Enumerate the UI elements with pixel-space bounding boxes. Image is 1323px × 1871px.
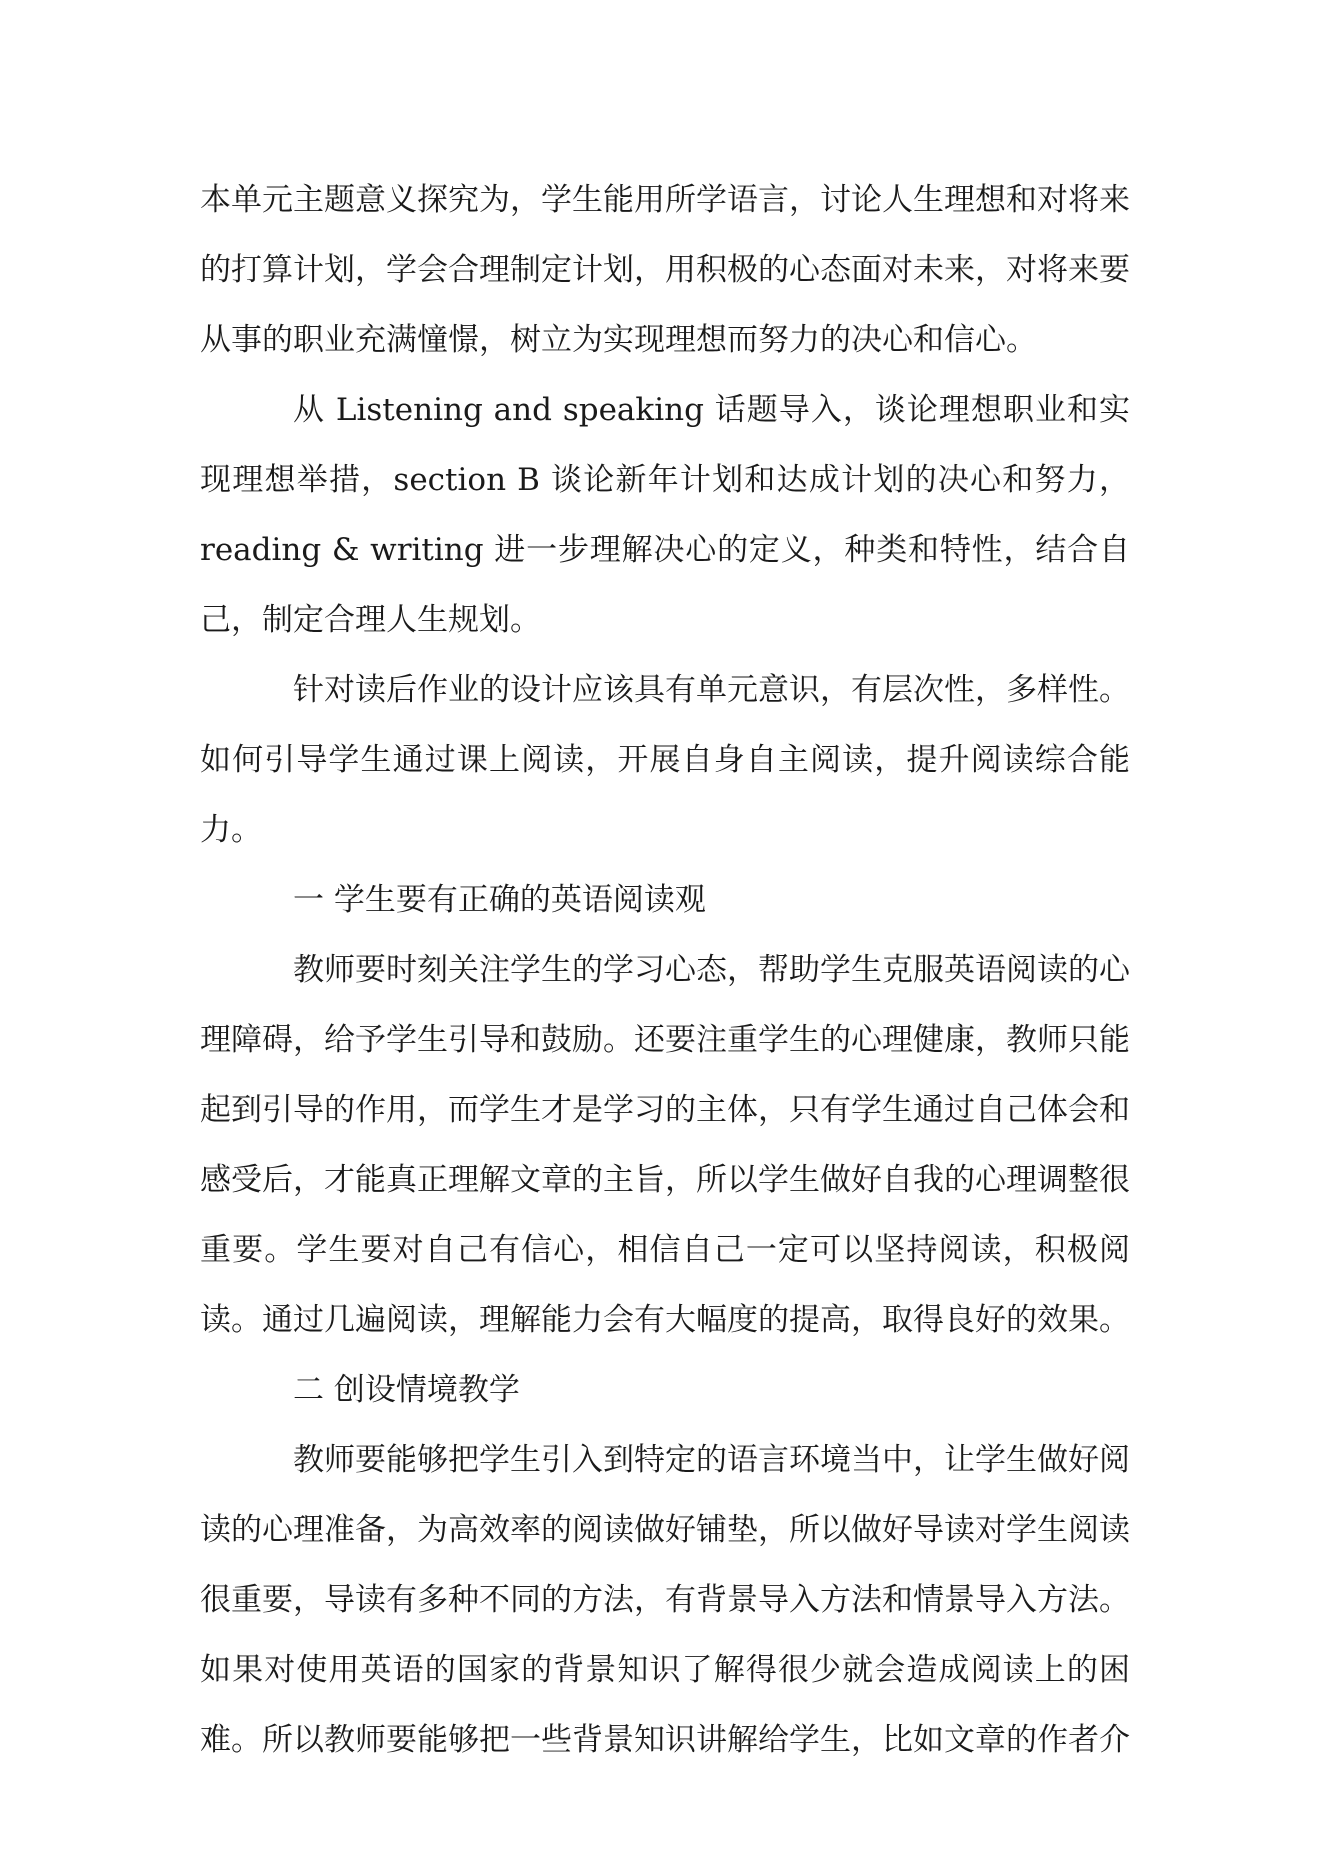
document-body: [200, 165, 1130, 1775]
section-heading-reading-view: 一 学生要有正确的英语阅读观: [293, 882, 706, 918]
paragraph-homework-design: 针对读后作业的设计应该具有单元意识，有层次性，多样性。如何引导学生通过课上阅读，开展自身自主阅读，提升阅读综合能力。: [200, 672, 1130, 848]
paragraph-unit-theme: 本单元主题意义探究为，学生能用所学语言，讨论人生理想和对将来的打算计划，学会合理制定计划，用积极的心态面对未来，对将来要从事的职业充满憧憬，树立为实现理想而努力的决心和信心。: [200, 182, 1130, 358]
section-heading-situational-teaching: 二 创设情境教学: [293, 1372, 520, 1408]
paragraph-language-environment: 教师要能够把学生引入到特定的语言环境当中，让学生做好阅读的心理准备，为高效率的阅读做好铺垫，所以做好导读对学生阅读很重要，导读有多种不同的方法，有背景导入方法和情景导入方法。如果对使用英语的国家的背景知识了解得很少就会造成阅读上的困难。所以教师要能够把一些背景知识讲解给学生，比如文章的作者介: [200, 1442, 1130, 1758]
paragraph-teacher-attention: 教师要时刻关注学生的学习心态，帮助学生克服英语阅读的心理障碍，给予学生引导和鼓励。还要注重学生的心理健康，教师只能起到引导的作用，而学生才是学习的主体，只有学生通过自己体会和感受后，才能真正理解文章的主旨，所以学生做好自我的心理调整很重要。学生要对自己有信心，相信自己一定可以坚持阅读，积极阅读。通过几遍阅读，理解能力会有大幅度的提高，取得良好的效果。: [200, 952, 1130, 1338]
paragraph-listening-speaking: 从 Listening and speaking 话题导入，谈论理想职业和实现理想举措，section B 谈论新年计划和达成计划的决心和努力，reading & writing 进一步理解决心的定义，种类和特性，结合自己，制定合理人生规划。: [200, 392, 1130, 638]
